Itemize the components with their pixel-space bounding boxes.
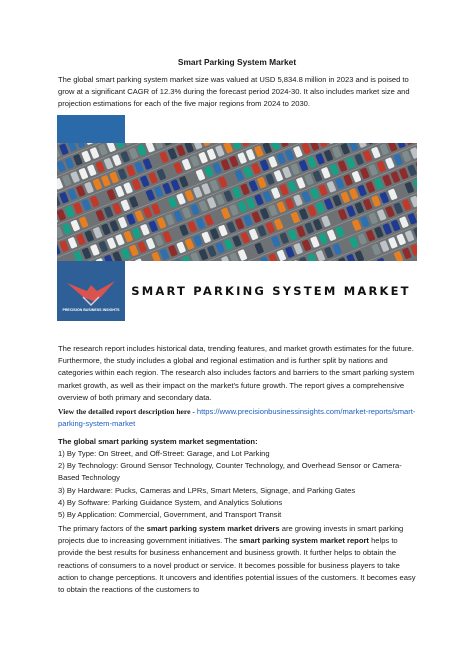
logo-text: PRECISION BUSINESS INSIGHTS <box>62 308 120 312</box>
banner-image <box>57 115 417 321</box>
research-paragraph: The research report includes historical data, trending features, and market growth estimates for the future. Furthermore, the study includes a global and regional estimation and is further split by nations and categories within each region. The research also includes factors and barriers to the smart parking system market growth, as well as their impact on the market's future growth. The report gives a comprehensive overview of both primary and secondary data. <box>58 344 415 402</box>
segment-item-application: 5) By Application: Commercial, Government, and Transport Transit <box>58 510 282 520</box>
logo-bird-icon <box>67 281 115 301</box>
report-link[interactable]: https://www.precisionbusinessinsights.com/market-reports/smart-parking-system-market <box>58 407 416 429</box>
intro-paragraph: The global smart parking system market size was valued at USD 5,834.8 million in 2023 and is poised to grow at a significant CAGR of 12.3% during the forecast period 2024-30. It also includes market size and projection estimations for each of the five major regions from 2024 to 2030. <box>58 75 410 109</box>
primary-text-3: helps to provide the best results for business enhancement and business growth. It further helps to obtain the reactions of consumers to a novel product or service. It becomes possible for business players to take action to change perceptions. It uncovers and identifies potential issues of the customers. It becomes easy to obtain the reactions of the customers to <box>58 536 416 595</box>
banner-accent-block <box>57 115 125 143</box>
segmentation-list <box>58 448 420 521</box>
primary-text-1: The primary factors of the <box>58 524 147 533</box>
link-label: View the detailed report description here - <box>58 407 197 416</box>
segment-item-hardware: 3) By Hardware: Pucks, Cameras and LPRs, Smart Meters, Signage, and Parking Gates <box>58 485 356 495</box>
primary-factors-paragraph <box>58 523 420 596</box>
segmentation-heading: The global smart parking system market segmentation: <box>58 437 258 446</box>
primary-bold-report: smart parking system market report <box>239 536 369 546</box>
parking-lot-photo <box>57 143 417 261</box>
primary-text-2: are growing invests in smart parking projects due to increasing government initiatives. The <box>58 524 404 546</box>
segment-item-technology: 2) By Technology: Ground Sensor Technology, Counter Technology, and Overhead Sensor or Camera-Based Technology <box>58 461 402 483</box>
segment-item-type: 1) By Type: On Street, and Off-Street: Garage, and Lot Parking <box>58 449 270 458</box>
banner-heading: SMART PARKING SYSTEM MARKET <box>131 284 411 298</box>
company-logo <box>57 261 125 321</box>
segment-item-software: 4) By Software: Parking Guidance System, and Analytics Solutions <box>58 497 283 507</box>
report-link-line <box>58 406 420 430</box>
page-title: Smart Parking System Market <box>177 57 297 67</box>
primary-bold-drivers: smart parking system market drivers <box>146 524 280 533</box>
